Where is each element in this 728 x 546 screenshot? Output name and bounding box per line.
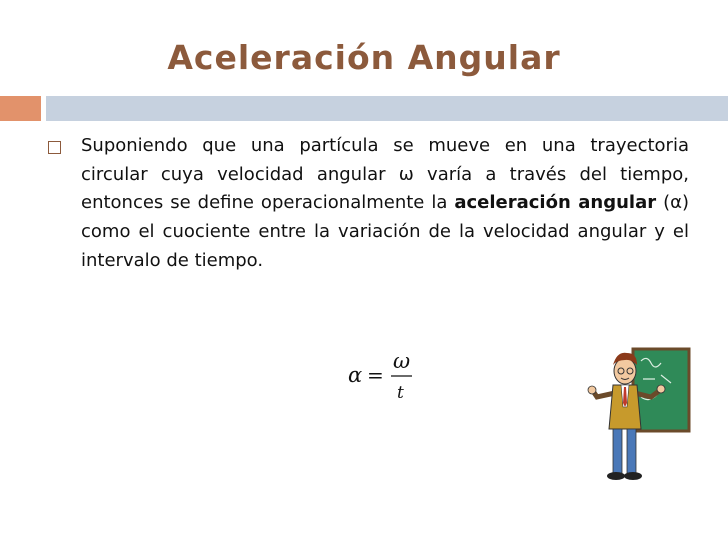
formula-t: t xyxy=(397,383,404,403)
accent-bar-blue xyxy=(46,96,728,121)
slide-title: Aceleración Angular xyxy=(167,38,561,77)
teacher-illustration xyxy=(583,345,691,485)
formula xyxy=(344,346,424,406)
formula-alpha: α xyxy=(348,363,363,387)
teacher-icon xyxy=(583,345,691,485)
accent-bar-orange xyxy=(0,96,41,121)
paragraph-text-1: Suponiendo que una partícula se mueve en una trayectoria circular cuya velocidad angular ω varía a través del tiempo, entonces se define operacionalmente la xyxy=(81,135,689,214)
formula-equals: = xyxy=(367,363,384,387)
paragraph-bold-term: aceleración angular xyxy=(454,192,657,214)
formula-svg xyxy=(344,346,424,406)
formula-omega: ω xyxy=(393,349,411,373)
body-paragraph xyxy=(81,132,689,276)
paragraph-text-2: (α) como el cuociente entre la variación de la velocidad angular y el intervalo de tiempo. xyxy=(81,192,689,271)
bullet-square-icon xyxy=(48,141,61,154)
